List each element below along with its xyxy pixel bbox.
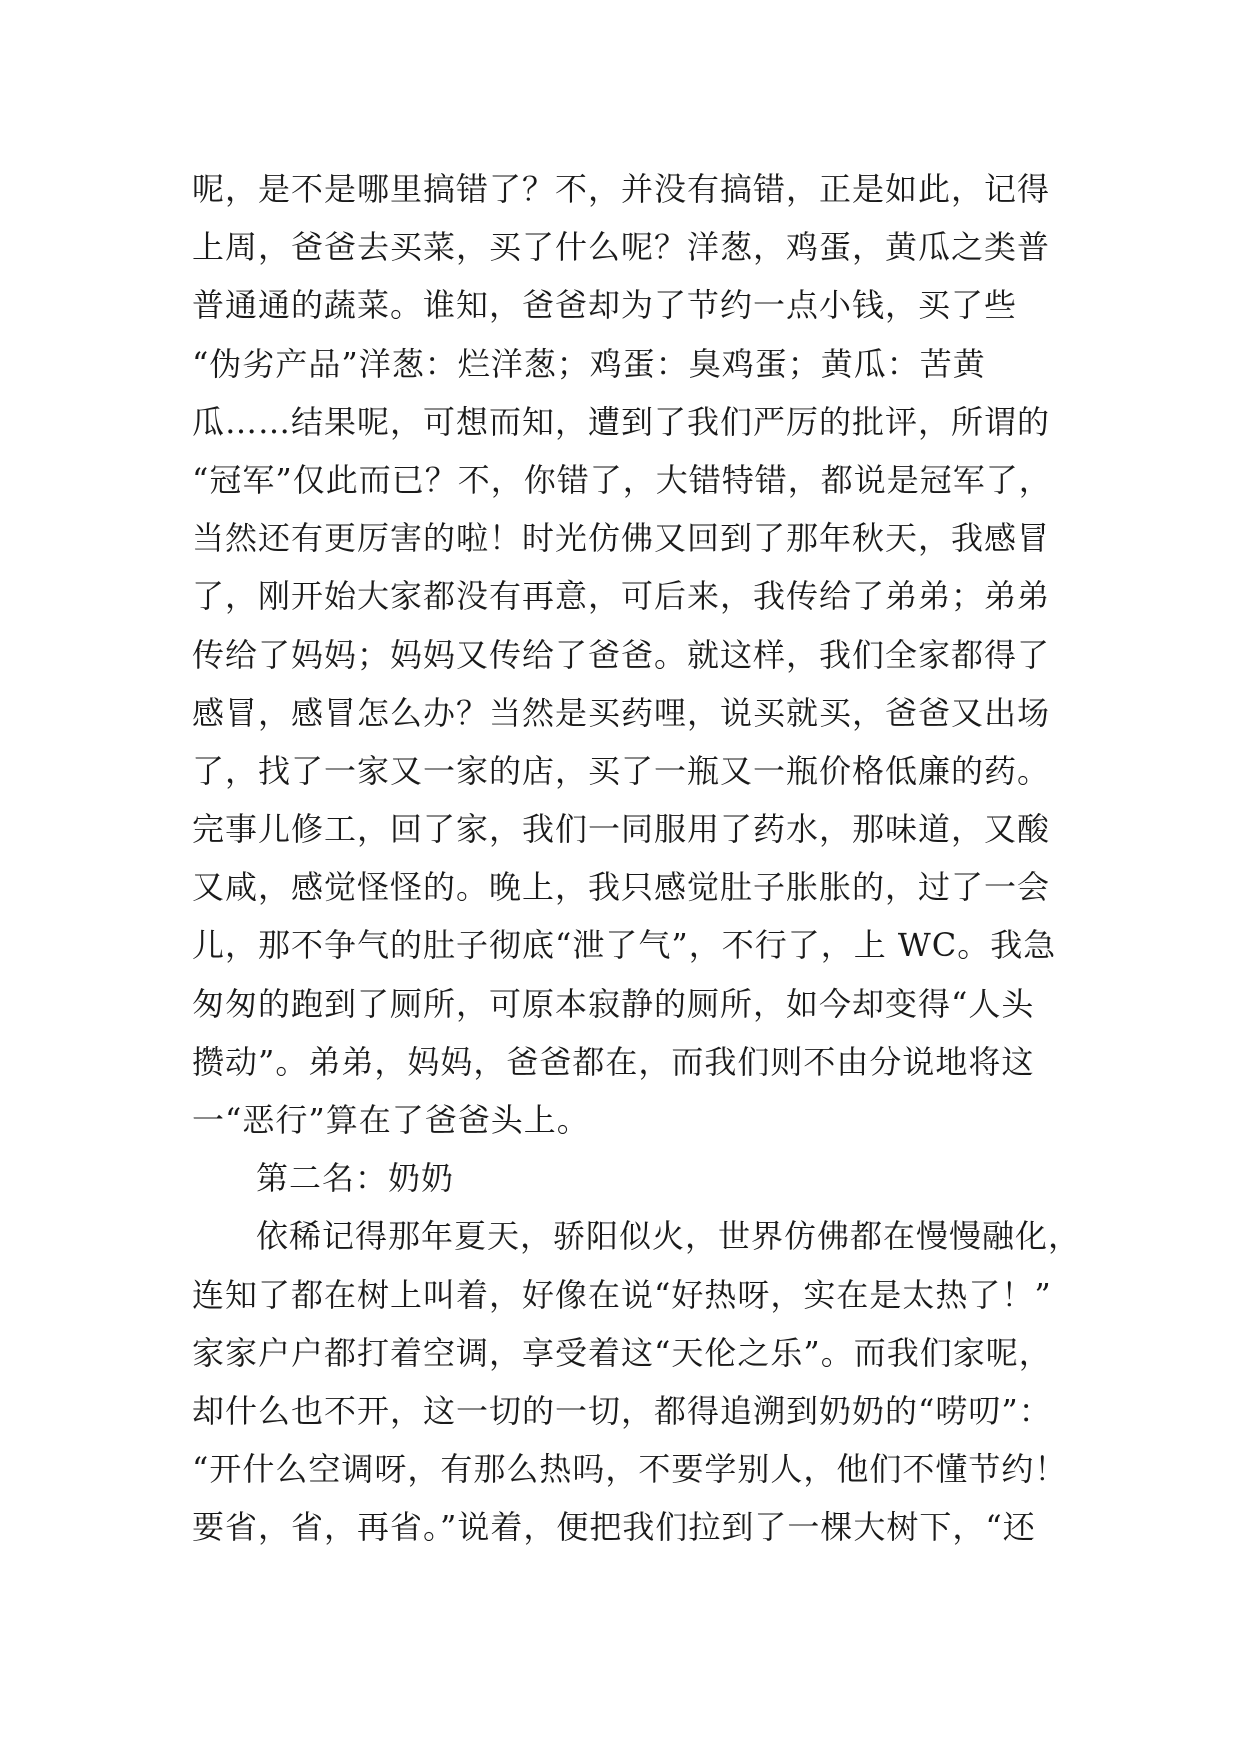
text-line: 又咸，感觉怪怪的。晚上，我只感觉肚子胀胀的，过了一会 xyxy=(192,868,1051,907)
text-line: “伪劣产品”洋葱：烂洋葱；鸡蛋：臭鸡蛋；黄瓜：苦黄 xyxy=(192,344,986,383)
text-line: 传给了妈妈；妈妈又传给了爸爸。就这样，我们全家都得了 xyxy=(192,635,1051,674)
text-line: 攒动”。弟弟，妈妈，爸爸都在，而我们则不由分说地将这 xyxy=(192,1042,1035,1081)
text-line: 家家户户都打着空调，享受着这“天伦之乐”。而我们家呢， xyxy=(192,1333,1052,1372)
text-line: 了，刚开始大家都没有再意，可后来，我传给了弟弟；弟弟 xyxy=(192,577,1051,616)
text-line: 依稀记得那年夏天，骄阳似火，世界仿佛都在慢慢融化， xyxy=(256,1217,1082,1256)
text-line: 一“恶行”算在了爸爸头上。 xyxy=(192,1101,590,1139)
text-line: 匆匆的跑到了厕所，可原本寂静的厕所，如今却变得“人头 xyxy=(192,984,1035,1023)
text-line: “冠军”仅此而已？不，你错了，大错特错，都说是冠军了， xyxy=(192,460,1052,499)
text-line: “开什么空调呀，有那么热吗，不要学别人，他们不懂节约！ xyxy=(192,1450,1068,1489)
text-line: 儿，那不争气的肚子彻底“泄了气”，不行了，上 WC。我急 xyxy=(192,926,1057,965)
text-line: 感冒，感冒怎么办？当然是买药哩，说买就买，爸爸又出场 xyxy=(192,693,1051,732)
section-heading: 第二名：奶奶 xyxy=(256,1159,455,1198)
text-line: 完事儿修工，回了家，我们一同服用了药水，那味道，又酸 xyxy=(192,810,1051,849)
text-line: 呢，是不是哪里搞错了？不，并没有搞错，正是如此，记得 xyxy=(192,170,1051,208)
text-line: 了，找了一家又一家的店，买了一瓶又一瓶价格低廉的药。 xyxy=(192,751,1051,790)
text-line: 要省，省，再省。”说着，便把我们拉到了一棵大树下，“还 xyxy=(192,1508,1036,1547)
text-line: 普通通的蔬菜。谁知，爸爸却为了节约一点小钱，买了些 xyxy=(192,286,1018,325)
text-line: 当然还有更厉害的啦！时光仿佛又回到了那年秋天，我感冒 xyxy=(192,519,1051,558)
text-line: 瓜……结果呢，可想而知，遭到了我们严厉的批评，所谓的 xyxy=(192,402,1051,441)
body-text xyxy=(192,160,1082,1557)
text-line: 上周，爸爸去买菜，买了什么呢？洋葱，鸡蛋，黄瓜之类普 xyxy=(192,228,1051,267)
text-line: 却什么也不开，这一切的一切，都得追溯到奶奶的“唠叨”： xyxy=(192,1391,1052,1430)
text-line: 连知了都在树上叫着，好像在说“好热呀，实在是太热了！” xyxy=(192,1275,1052,1314)
